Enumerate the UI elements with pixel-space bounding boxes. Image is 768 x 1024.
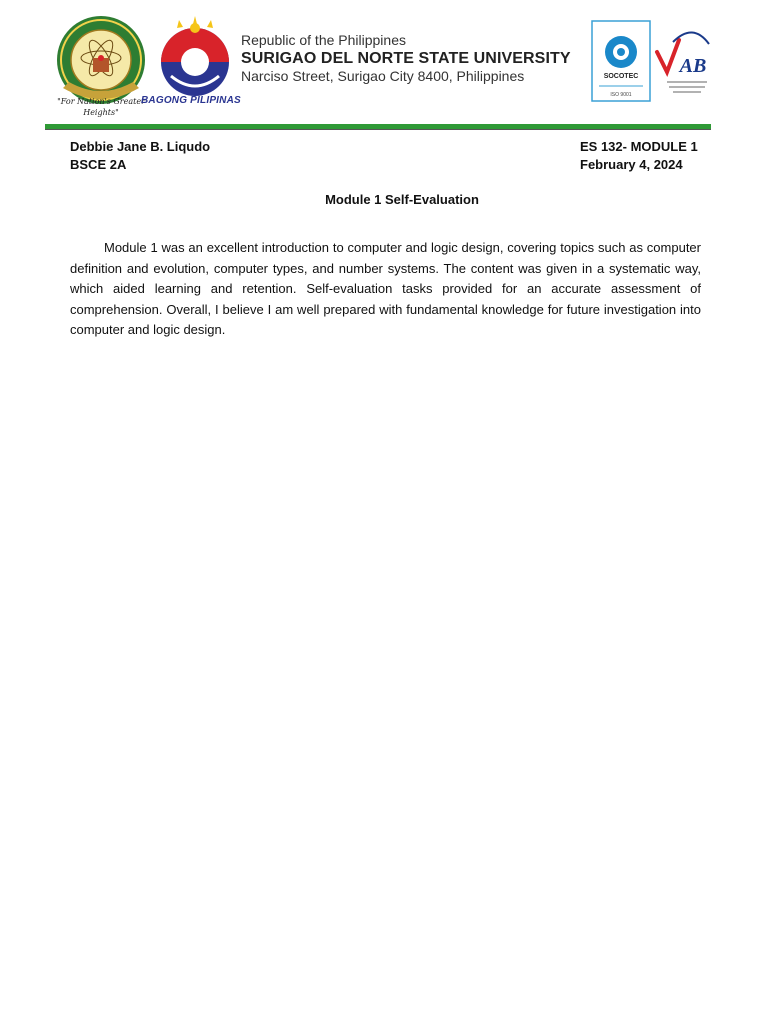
course-code: ES 132- MODULE 1 <box>580 139 698 154</box>
iso-label: ISO 9001 <box>610 92 632 98</box>
document-title: Module 1 Self-Evaluation <box>325 192 479 207</box>
student-name: Debbie Jane B. Liqudo <box>70 139 211 154</box>
bagong-pilipinas-logo <box>149 16 241 98</box>
header-divider-shadow <box>45 129 711 130</box>
republic-line: Republic of the Philippines <box>241 32 406 48</box>
university-name: SURIGAO DEL NORTE STATE UNIVERSITY <box>241 50 571 67</box>
student-section: BSCE 2A <box>70 157 127 172</box>
university-info <box>241 32 601 85</box>
seal-motto: "For Nation's Greater Heights" <box>57 97 145 117</box>
bagong-pilipinas-label: BAGONG PILIPINAS <box>141 95 241 106</box>
uab-label: AB <box>679 55 707 77</box>
body-paragraph: Module 1 was an excellent introduction to computer and logic design, covering topics such as computer definition and evolution, computer types, and number systems. The content was given in a systematic way, which aided learning and retention. Self-evaluation tasks provided for an accurate assessment of comprehension. Overall, I believe I am well prepared with fundamental knowledge for future investigation into computer and logic design. <box>70 240 701 337</box>
socotec-certification-badge <box>591 20 651 102</box>
uab-accreditation-logo <box>653 22 711 104</box>
socotec-label: SOCOTEC <box>603 73 639 80</box>
letterhead <box>45 12 711 124</box>
university-address: Narciso Street, Surigao City 8400, Philippines <box>241 68 525 84</box>
submission-date: February 4, 2024 <box>580 157 683 172</box>
